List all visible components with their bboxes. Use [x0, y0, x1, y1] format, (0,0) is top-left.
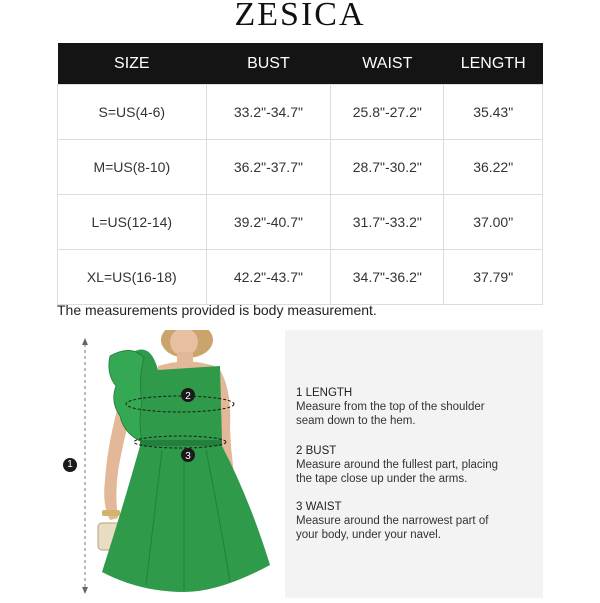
cell-size: L=US(12-14) [58, 195, 207, 250]
cell-size: XL=US(16-18) [58, 250, 207, 305]
measurement-guide-panel [285, 330, 543, 598]
step-bust [296, 444, 498, 486]
step-length-line-1: Measure from the top of the shoulder [296, 401, 485, 413]
step-length-line-2: seam down to the hem. [296, 415, 416, 427]
cell-waist: 25.8"-27.2" [331, 85, 444, 140]
step-waist-line-2: your body, under your navel. [296, 529, 441, 541]
marker-bust-label: 2 [185, 391, 191, 402]
measurement-note: The measurements provided is body measurement. [57, 302, 377, 318]
model-figure [80, 330, 280, 598]
dress-illustration [80, 330, 280, 598]
header-waist: WAIST [331, 43, 444, 85]
step-waist [296, 500, 488, 542]
table-row [58, 250, 543, 305]
arrow-down-icon [82, 587, 88, 594]
bracelet [102, 510, 120, 516]
cell-bust: 42.2"-43.7" [206, 250, 331, 305]
table-row [58, 85, 543, 140]
marker-length-badge: 1 [63, 458, 77, 472]
size-chart-table [57, 43, 543, 305]
cell-waist: 34.7"-36.2" [331, 250, 444, 305]
cell-length: 35.43" [444, 85, 543, 140]
cell-waist: 28.7"-30.2" [331, 140, 444, 195]
header-size: SIZE [58, 43, 207, 85]
cell-bust: 39.2"-40.7" [206, 195, 331, 250]
cell-bust: 33.2"-34.7" [206, 85, 331, 140]
table-row [58, 195, 543, 250]
step-length-title: 1 LENGTH [296, 387, 353, 399]
cell-length: 37.79" [444, 250, 543, 305]
cell-length: 37.00" [444, 195, 543, 250]
step-waist-line-1: Measure around the narrowest part of [296, 515, 489, 527]
cell-size: S=US(4-6) [58, 85, 207, 140]
step-waist-title: 3 WAIST [296, 501, 342, 513]
header-bust: BUST [206, 43, 331, 85]
arrow-up-icon [82, 338, 88, 345]
header-length: LENGTH [444, 43, 543, 85]
step-bust-line-1: Measure around the fullest part, placing [296, 459, 499, 471]
marker-waist-label: 3 [185, 451, 191, 462]
cell-length: 36.22" [444, 140, 543, 195]
table-row [58, 140, 543, 195]
cell-waist: 31.7"-33.2" [331, 195, 444, 250]
brand-logo: ZESICA [234, 0, 366, 33]
cell-size: M=US(8-10) [58, 140, 207, 195]
cell-bust: 36.2"-37.7" [206, 140, 331, 195]
step-bust-line-2: the tape close up under the arms. [296, 473, 468, 485]
dress-skirt [102, 446, 270, 592]
table-header-row [58, 43, 543, 85]
step-bust-title: 2 BUST [296, 445, 337, 457]
step-length [296, 386, 485, 428]
